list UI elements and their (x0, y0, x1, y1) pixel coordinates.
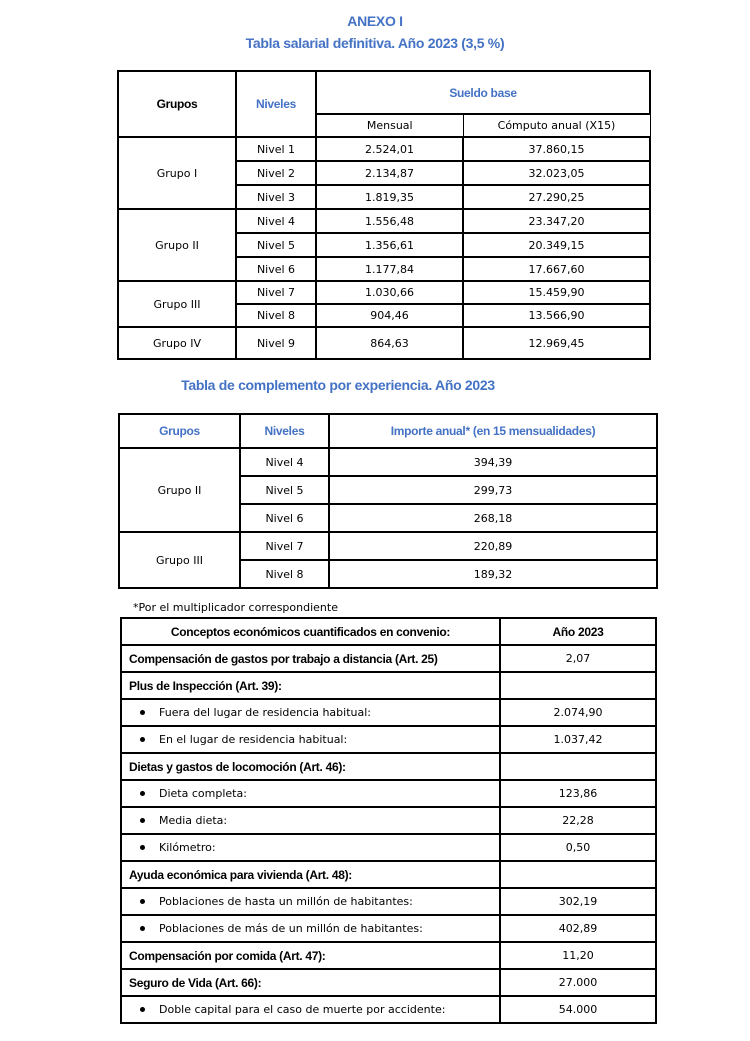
amount-cell: 299,73 (329, 476, 657, 504)
concept-label: Poblaciones de hasta un millón de habitantes: (159, 895, 413, 908)
concept-label: Ayuda económica para vivienda (Art. 48): (121, 861, 500, 888)
annual-cell: 23.347,20 (463, 209, 650, 233)
level-cell: Nivel 1 (236, 137, 316, 161)
monthly-cell: 904,46 (316, 304, 463, 327)
level-cell: Nivel 8 (236, 304, 316, 327)
salary-table (117, 70, 651, 360)
concept-label: Seguro de Vida (Art. 66): (121, 969, 500, 996)
concept-label: Kilómetro: (159, 841, 216, 854)
table-row (118, 209, 650, 233)
header-year: Año 2023 (500, 618, 656, 645)
annual-cell: 27.290,25 (463, 185, 650, 209)
level-cell: Nivel 5 (236, 233, 316, 257)
concept-item (121, 699, 500, 726)
level-cell: Nivel 9 (236, 327, 316, 359)
concepts-table (120, 617, 657, 1024)
table-row (121, 753, 656, 780)
concept-label: Plus de Inspección (Art. 39): (121, 672, 500, 699)
group-cell: Grupo II (119, 448, 240, 532)
concept-value: 302,19 (500, 888, 656, 915)
amount-cell: 394,39 (329, 448, 657, 476)
monthly-cell: 1.356,61 (316, 233, 463, 257)
table-row (118, 281, 650, 304)
header-groups: Grupos (118, 71, 236, 137)
concept-value: 2,07 (500, 645, 656, 672)
bullet-icon (140, 818, 145, 823)
header-levels: Niveles (236, 71, 316, 137)
concept-item (121, 915, 500, 942)
concept-label: Compensación de gastos por trabajo a distancia (Art. 25) (121, 645, 500, 672)
header-base-salary: Sueldo base (316, 71, 650, 114)
concept-value: 54.000 (500, 996, 656, 1023)
salary-table-title: Tabla salarial definitiva. Año 2023 (3,5 %) (245, 35, 505, 51)
level-cell: Nivel 6 (240, 504, 329, 532)
level-cell: Nivel 3 (236, 185, 316, 209)
table-row (119, 532, 657, 560)
monthly-cell: 864,63 (316, 327, 463, 359)
table-row (121, 942, 656, 969)
header-concepts: Conceptos económicos cuantificados en convenio: (121, 618, 500, 645)
concept-value: 2.074,90 (500, 699, 656, 726)
level-cell: Nivel 6 (236, 257, 316, 281)
experience-table (118, 413, 658, 589)
table-row (121, 915, 656, 942)
concept-item (121, 888, 500, 915)
concept-item (121, 996, 500, 1023)
concept-label: Compensación por comida (Art. 47): (121, 942, 500, 969)
level-cell: Nivel 7 (236, 281, 316, 304)
concept-item (121, 726, 500, 753)
table-row (121, 969, 656, 996)
concept-value: 1.037,42 (500, 726, 656, 753)
amount-cell: 220,89 (329, 532, 657, 560)
group-cell: Grupo III (119, 532, 240, 588)
level-cell: Nivel 2 (236, 161, 316, 185)
amount-cell: 189,32 (329, 560, 657, 588)
concept-item (121, 807, 500, 834)
level-cell: Nivel 4 (240, 448, 329, 476)
monthly-cell: 2.524,01 (316, 137, 463, 161)
header-levels: Niveles (240, 414, 329, 448)
experience-table-title: Tabla de complemento por experiencia. Año 2023 (181, 377, 495, 393)
concept-label: Media dieta: (159, 814, 228, 827)
table-row (121, 996, 656, 1023)
bullet-icon (140, 845, 145, 850)
monthly-cell: 1.556,48 (316, 209, 463, 233)
group-cell: Grupo IV (118, 327, 236, 359)
header-groups: Grupos (119, 414, 240, 448)
group-cell: Grupo II (118, 209, 236, 281)
monthly-cell: 1.030,66 (316, 281, 463, 304)
group-cell: Grupo I (118, 137, 236, 209)
concept-value: 27.000 (500, 969, 656, 996)
table-row (121, 726, 656, 753)
table-row (118, 327, 650, 359)
concept-label: Fuera del lugar de residencia habitual: (159, 706, 371, 719)
concept-label: En el lugar de residencia habitual: (159, 733, 348, 746)
concept-value: 402,89 (500, 915, 656, 942)
concept-label: Poblaciones de más de un millón de habitantes: (159, 922, 423, 935)
table-row (121, 780, 656, 807)
concept-label: Doble capital para el caso de muerte por accidente: (159, 1003, 446, 1016)
header-amount: Importe anual* (en 15 mensualidades) (329, 414, 657, 448)
monthly-cell: 1.177,84 (316, 257, 463, 281)
amount-cell: 268,18 (329, 504, 657, 532)
table-row (121, 807, 656, 834)
bullet-icon (140, 737, 145, 742)
level-cell: Nivel 5 (240, 476, 329, 504)
annual-cell: 37.860,15 (463, 137, 650, 161)
monthly-cell: 2.134,87 (316, 161, 463, 185)
table-row (121, 645, 656, 672)
bullet-icon (140, 710, 145, 715)
bullet-icon (140, 791, 145, 796)
concept-value: 11,20 (500, 942, 656, 969)
concept-value (500, 861, 656, 888)
concept-item (121, 834, 500, 861)
group-cell: Grupo III (118, 281, 236, 327)
annual-cell: 20.349,15 (463, 233, 650, 257)
table-row (121, 861, 656, 888)
header-monthly: Mensual (316, 114, 463, 137)
footnote: *Por el multiplicador correspondiente (133, 601, 338, 614)
bullet-icon (140, 1007, 145, 1012)
concept-value: 22,28 (500, 807, 656, 834)
annual-cell: 15.459,90 (463, 281, 650, 304)
level-cell: Nivel 8 (240, 560, 329, 588)
table-row (121, 699, 656, 726)
bullet-icon (140, 926, 145, 931)
concept-label: Dietas y gastos de locomoción (Art. 46): (121, 753, 500, 780)
annex-title: ANEXO I (347, 13, 403, 29)
header-annual: Cómputo anual (X15) (463, 114, 650, 137)
concept-value (500, 753, 656, 780)
table-row (121, 888, 656, 915)
bullet-icon (140, 899, 145, 904)
level-cell: Nivel 7 (240, 532, 329, 560)
concept-item (121, 780, 500, 807)
annual-cell: 13.566,90 (463, 304, 650, 327)
level-cell: Nivel 4 (236, 209, 316, 233)
table-row (121, 834, 656, 861)
concept-value: 0,50 (500, 834, 656, 861)
annual-cell: 12.969,45 (463, 327, 650, 359)
monthly-cell: 1.819,35 (316, 185, 463, 209)
annual-cell: 17.667,60 (463, 257, 650, 281)
concept-value (500, 672, 656, 699)
table-row (121, 672, 656, 699)
concept-value: 123,86 (500, 780, 656, 807)
concept-label: Dieta completa: (159, 787, 247, 800)
annual-cell: 32.023,05 (463, 161, 650, 185)
table-row (119, 448, 657, 476)
table-row (118, 137, 650, 161)
